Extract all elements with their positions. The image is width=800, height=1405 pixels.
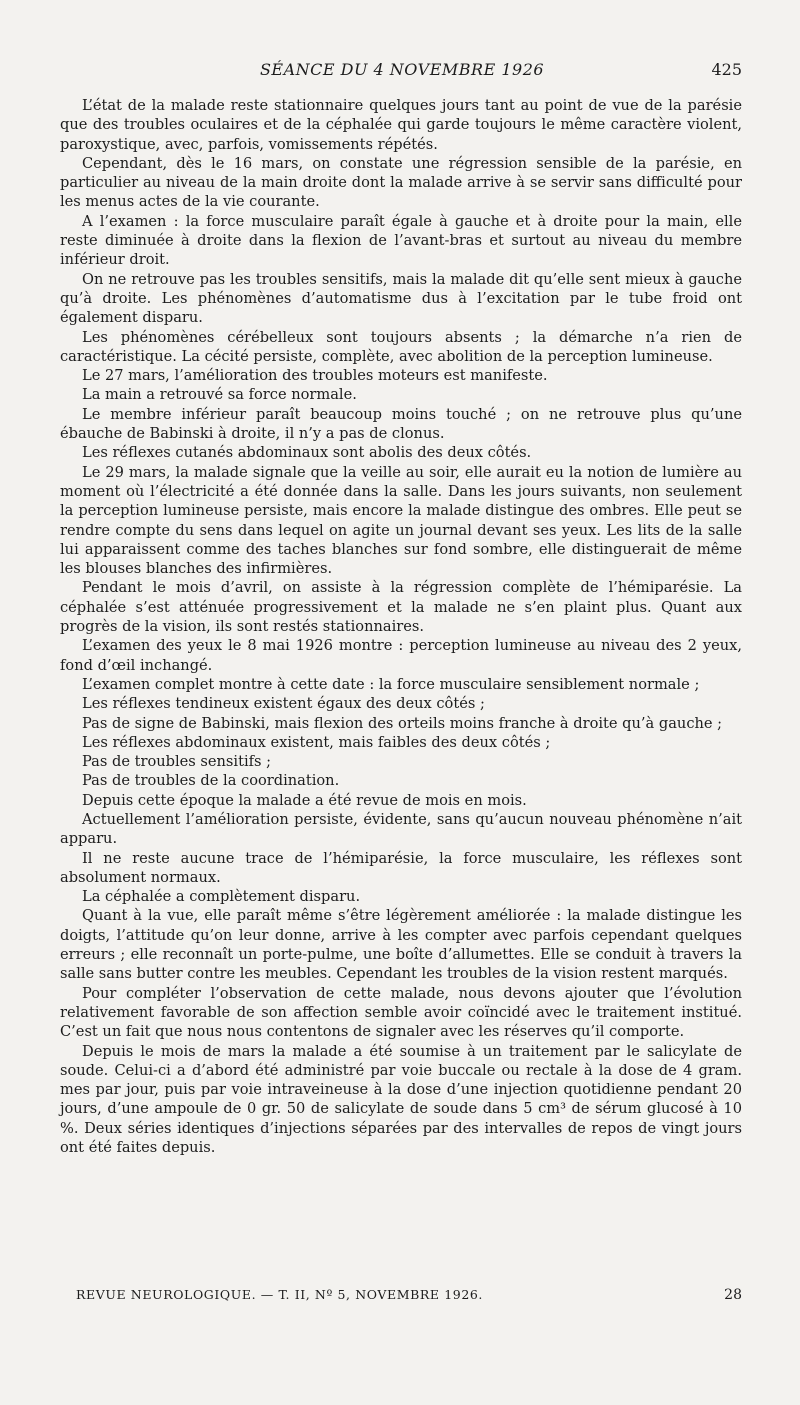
page-footer [62, 1287, 742, 1307]
journal-reference: REVUE NEUROLOGIQUE. — T. II, Nº 5, NOVEMBRE 1926. [76, 1287, 484, 1302]
paragraph: Depuis le mois de mars la malade a été soumise à un traitement par le salicylate de soude. Celui-ci a d’abord été administré par voie buccale ou rectale à la dose de 4 gram. mes par jour, puis par voie intraveineuse à la dose d’une injection quotidienne pendant 20 jours, d’une ampoule de 0 gr. 50 de salicylate de soude dans 5 cm³ de sérum glucosé à 10 %. Deux séries identiques d’injections séparées par des intervalles de repos de vingt jours ont été faites depuis. [60, 1042, 742, 1157]
body-text [60, 96, 742, 1157]
paragraph: La main a retrouvé sa force normale. [82, 386, 357, 404]
paragraph: L’état de la malade reste stationnaire quelques jours tant au point de vue de la parésie que des troubles oculaires et de la céphalée qui garde toujours le même caractère violent, paroxystique, avec, parfois, vomissements répétés. [60, 97, 742, 153]
paragraph: Pas de troubles de la coordination. [82, 772, 340, 790]
paragraph: Le 29 mars, la malade signale que la veille au soir, elle aurait eu la notion de lumière au moment où l’électricité a été donnée dans la salle. Dans les jours suivants, non seulement la perception lumineuse persiste, mais encore la malade distingue des ombres. Elle peut se rendre compte du sens dans lequel on agite un journal devant ses yeux. Les lits de la salle lui apparaissent comme des taches blanches sur fond sombre, elle distinguerait de même les blouses blanches des infirmières. [60, 463, 742, 578]
paragraph: Pendant le mois d’avril, on assiste à la régression complète de l’hémiparésie. La céphalée s’est atténuée progressivement et la malade ne s’en plaint plus. Quant aux progrès de la vision, ils sont restés stationnaires. [60, 579, 742, 636]
paragraph: Il ne reste aucune trace de l’hémiparésie, la force musculaire, les réflexes sont absolument normaux. [60, 849, 742, 886]
paragraph: Les réflexes cutanés abdominaux sont abolis des deux côtés. [82, 444, 532, 462]
paragraph: Pas de signe de Babinski, mais flexion des orteils moins franche à droite qu’à gauche ; [82, 714, 723, 732]
paragraph: Pour compléter l’observation de cette malade, nous devons ajouter que l’évolution relativement favorable de son affection semble avoir coïncidé avec le traitement institué. C’est un fait que nous nous contentons de signaler avec les réserves qu’il comporte. [60, 984, 742, 1041]
paragraph: Quant à la vue, elle paraît même s’être légèrement améliorée : la malade distingue les doigts, l’attitude qu’on leur donne, arrive à les compter avec parfois cependant quelques erreurs ; elle reconnaît un porte-pulme, une boîte d’allumettes. Elle se conduit à travers la salle sans butter contre les meubles. Cependant les troubles de la vision restent marqués. [60, 907, 742, 983]
paragraph: Les réflexes tendineux existent égaux des deux côtés ; [82, 695, 485, 713]
paragraph: On ne retrouve pas les troubles sensitifs, mais la malade dit qu’elle sent mieux à gauche qu’à droite. Les phénomènes d’automatisme dus à l’excitation par le tube froid ont également disparu. [60, 270, 742, 327]
paragraph: Le membre inférieur paraît beaucoup moins touché ; on ne retrouve plus qu’une ébauche de Babinski à droite, il n’y a pas de clonus. [60, 405, 742, 443]
paragraph: L’examen complet montre à cette date : la force musculaire sensiblement normale ; [82, 675, 700, 693]
sheet-number: 28 [724, 1287, 742, 1303]
paragraph: Actuellement l’amélioration persiste, évidente, sans qu’aucun nouveau phénomène n’ait apparu. [60, 810, 742, 848]
paragraph: La céphalée a complètement disparu. [82, 888, 361, 906]
page-number: 425 [711, 60, 742, 79]
paragraph: Cependant, dès le 16 mars, on constate une régression sensible de la parésie, en particulier au niveau de la main droite dont la malade arrive à se servir sans difficulté pour les menus actes de la vie courante. [60, 154, 742, 211]
paragraph: A l’examen : la force musculaire paraît égale à gauche et à droite pour la main, elle reste diminuée à droite dans la flexion de l’avant-bras et surtout au niveau du membre inférieur droit. [60, 212, 742, 269]
paragraph: Le 27 mars, l’amélioration des troubles moteurs est manifeste. [82, 367, 548, 385]
paragraph: L’examen des yeux le 8 mai 1926 montre : perception lumineuse au niveau des 2 yeux, fond d’œil inchangé. [60, 637, 742, 674]
running-header [62, 60, 742, 88]
paragraph: Pas de troubles sensitifs ; [82, 753, 272, 771]
paragraph: Les phénomènes cérébelleux sont toujours absents ; la démarche n’a rien de caractéristique. La cécité persiste, complète, avec abolition de la perception lumineuse. [60, 328, 742, 365]
paragraph: Les réflexes abdominaux existent, mais faibles des deux côtés ; [82, 733, 551, 751]
paragraph: Depuis cette époque la malade a été revue de mois en mois. [82, 791, 527, 809]
running-title: SÉANCE DU 4 NOVEMBRE 1926 [259, 60, 545, 79]
